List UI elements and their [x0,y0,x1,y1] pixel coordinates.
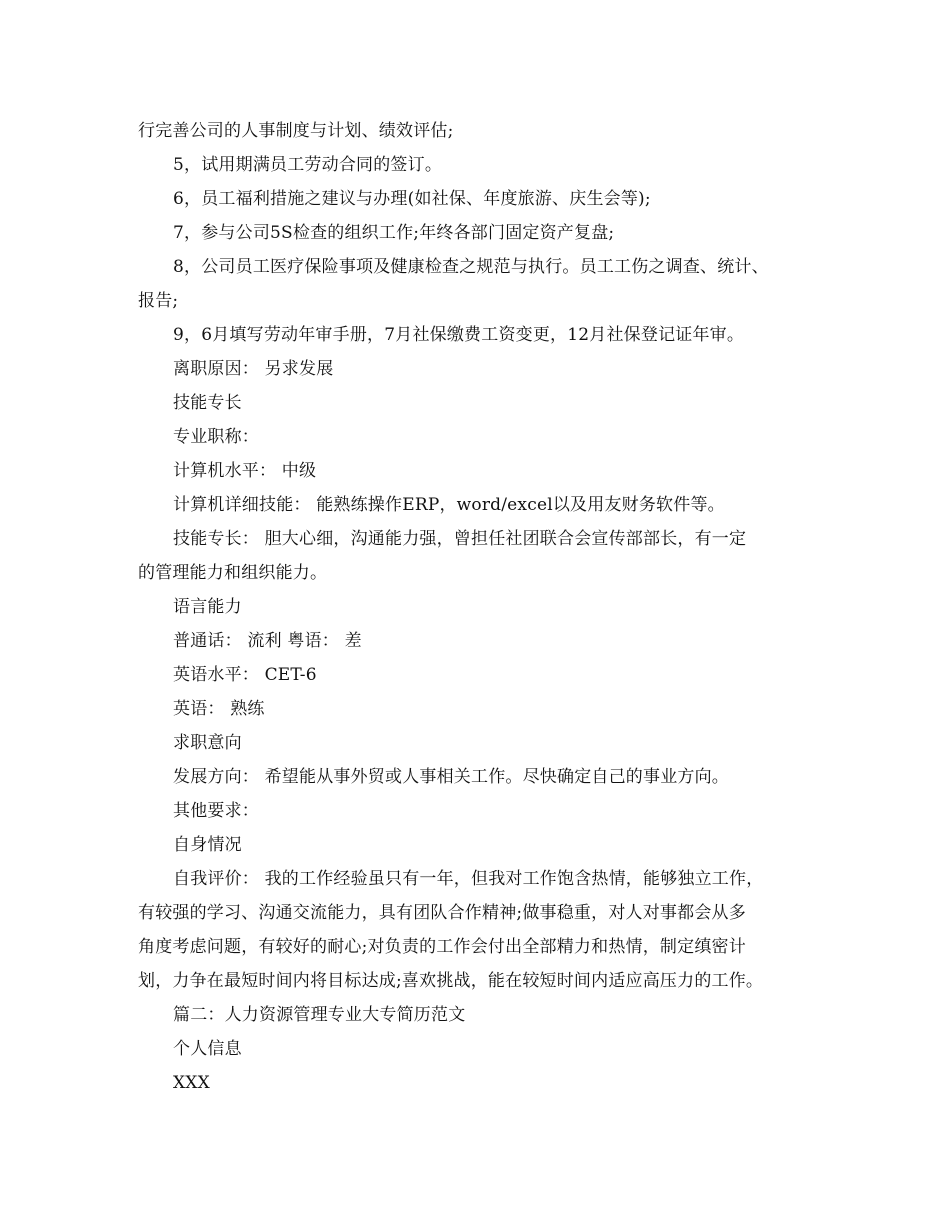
text-line: 专业职称： [173,427,259,447]
document-page [138,114,828,1100]
text-line: 角度考虑问题，有较好的耐心;对负责的工作会付出全部精力和热情，制定缜密计 [138,937,746,957]
section-heading: 语言能力 [173,597,242,617]
text-line: 计算机详细技能： 能熟练操作ERP，word/excel以及用友财务软件等。 [173,495,725,515]
text-line: 的管理能力和组织能力。 [138,563,328,583]
text-line: 划，力争在最短时间内将目标达成;喜欢挑战，能在较短时间内适应高压力的工作。 [138,971,764,991]
text-line: 7，参与公司5S检查的组织工作;年终各部门固定资产复盘; [173,223,615,243]
text-line: 发展方向： 希望能从事外贸或人事相关工作。尽快确定自己的事业方向。 [173,767,730,787]
text-line: 篇二：人力资源管理专业大专简历范文 [173,1005,466,1025]
section-heading: 求职意向 [173,733,242,753]
text-line: 自我评价： 我的工作经验虽只有一年，但我对工作饱含热情，能够独立工作， [173,869,764,889]
section-heading: 技能专长 [173,393,242,413]
text-line: XXX [173,1073,210,1093]
text-line: 有较强的学习、沟通交流能力，具有团队合作精神;做事稳重，对人对事都会从多 [138,903,746,923]
text-line: 普通话： 流利 粤语： 差 [173,631,362,651]
text-line: 英语： 熟练 [173,699,265,719]
text-line: 计算机水平： 中级 [173,461,317,481]
text-line: 5，试用期满员工劳动合同的签订。 [173,155,443,175]
section-heading: 自身情况 [173,835,242,855]
text-line: 技能专长： 胆大心细，沟通能力强，曾担任社团联合会宣传部部长，有一定 [173,529,747,549]
text-line: 报告; [138,291,179,311]
text-line: 9，6月填写劳动年审手册，7月社保缴费工资变更，12月社保登记证年审。 [173,325,745,345]
text-line: 行完善公司的人事制度与计划、绩效评估; [138,121,454,141]
text-line: 离职原因： 另求发展 [173,359,334,379]
section-heading: 个人信息 [173,1039,242,1059]
text-line: 6，员工福利措施之建议与办理(如社保、年度旅游、庆生会等); [173,189,651,209]
text-line: 8，公司员工医疗保险事项及健康检查之规范与执行。员工工伤之调查、统计、 [173,257,769,277]
text-line: 英语水平： CET-6 [173,665,317,685]
text-line: 其他要求： [173,801,259,821]
